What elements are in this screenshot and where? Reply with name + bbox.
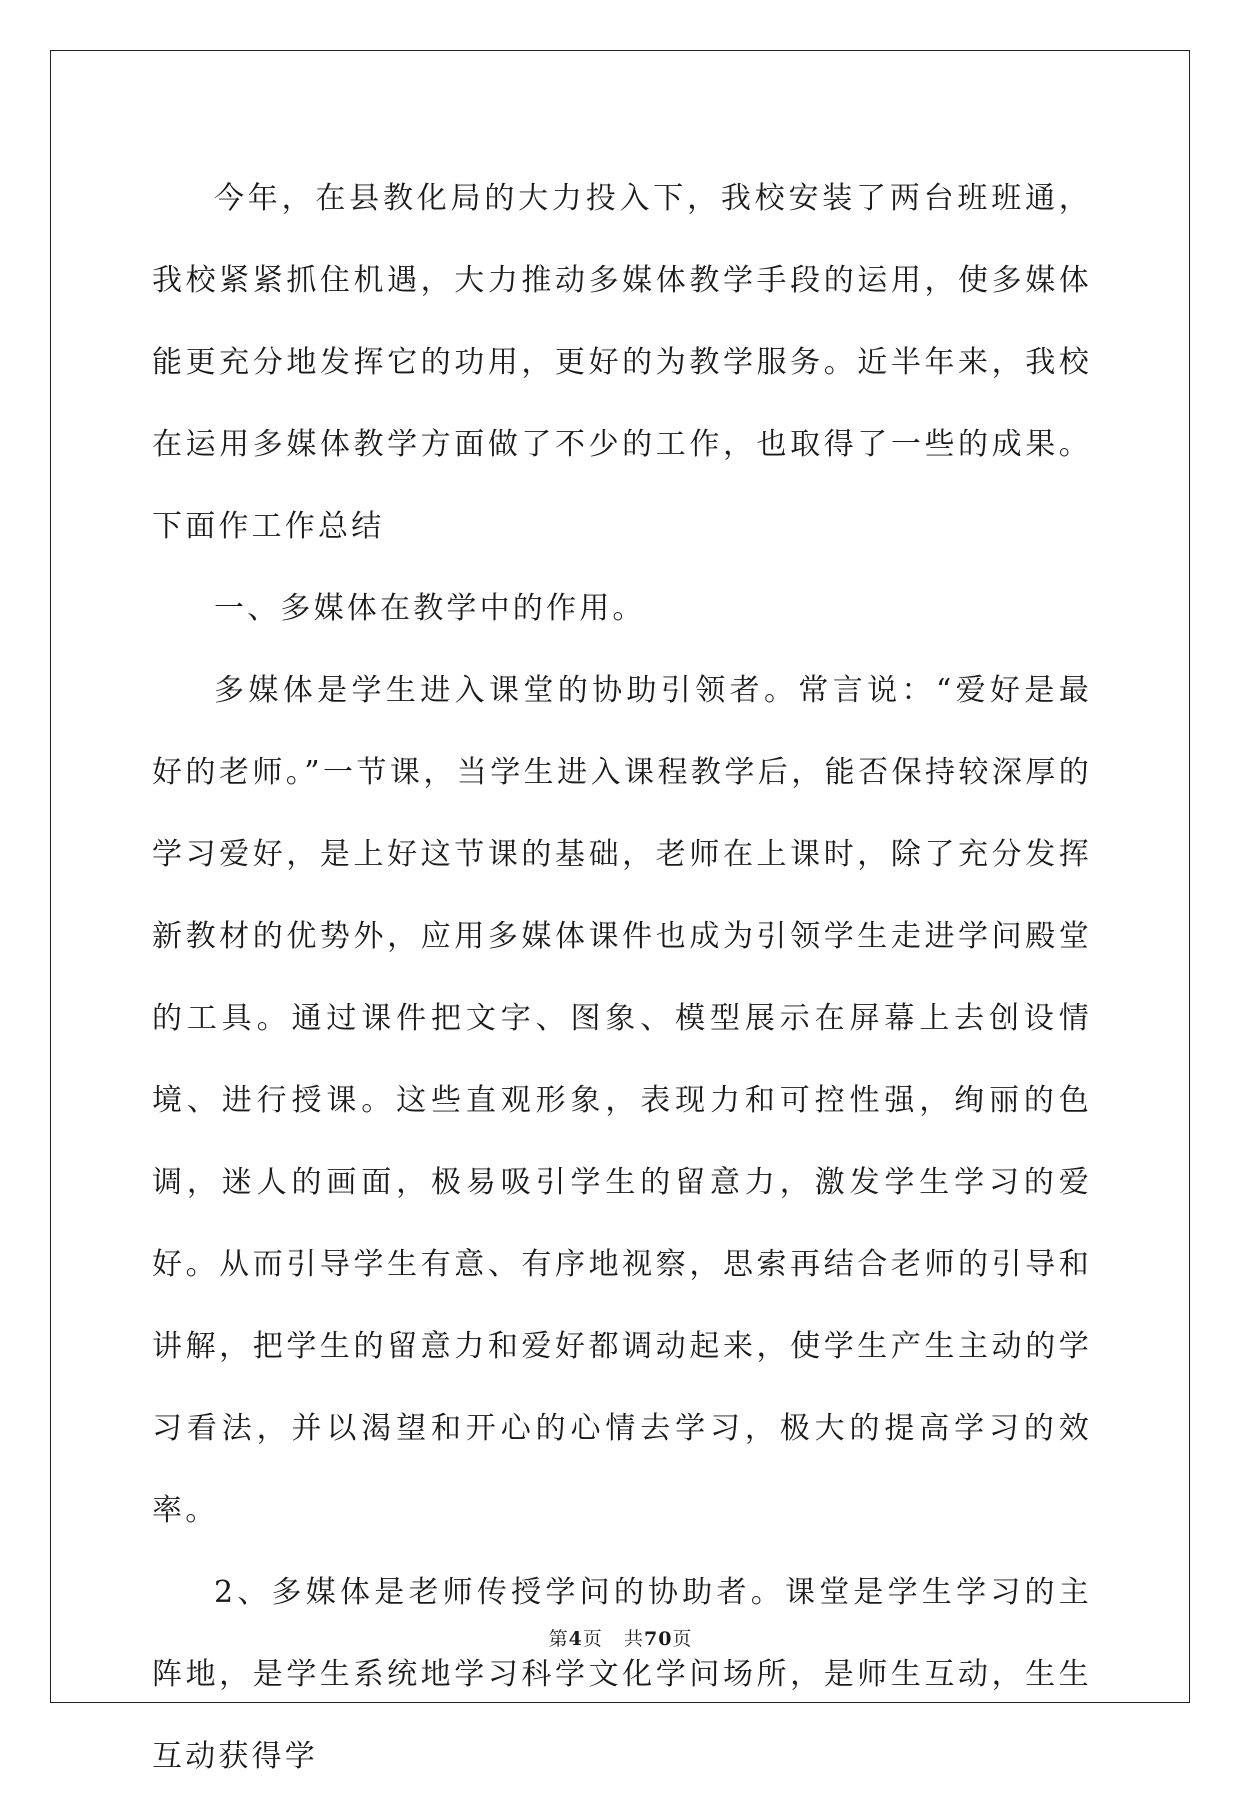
page-footer [0, 1624, 1241, 1651]
page-mid: 页 [582, 1628, 603, 1650]
document-body [152, 158, 1092, 1798]
page-prefix: 第 [548, 1628, 569, 1650]
section-heading: 一、多媒体在教学中的作用。 [214, 591, 646, 626]
page-current: 4 [568, 1628, 583, 1650]
total-suffix: 页 [672, 1628, 693, 1650]
paragraph-multimedia-assistant: 2、多媒体是老师传授学问的协助者。课堂是学生学习的主阵地，是学生系统地学习科学文化学问场所，是师生互动，生生互动获得学 [152, 1575, 1092, 1774]
total-prefix: 共 [623, 1628, 644, 1650]
page-total: 70 [643, 1628, 673, 1650]
paragraph-intro: 今年，在县教化局的大力投入下，我校安装了两台班班通，我校紧紧抓住机遇，大力推动多媒体教学手段的运用，使多媒体能更充分地发挥它的功用，更好的为教学服务。近半年来，我校在运用多媒体教学方面做了不少的工作，也取得了一些的成果。下面作工作总结 [152, 181, 1092, 544]
paragraph-multimedia-guide: 多媒体是学生进入课堂的协助引领者。常言说：“爱好是最好的老师。”一节课，当学生进入课程教学后，能否保持较深厚的学习爱好，是上好这节课的基础，老师在上课时，除了充分发挥新教材的优势外，应用多媒体课件也成为引领学生走进学问殿堂的工具。通过课件把文字、图象、模型展示在屏幕上去创设情境、进行授课。这些直观形象，表现力和可控性强，绚丽的色调，迷人的画面，极易吸引学生的留意力，激发学生学习的爱好。从而引导学生有意、有序地视察，思索再结合老师的引导和讲解，把学生的留意力和爱好都调动起来，使学生产生主动的学习看法，并以渴望和开心的心情去学习，极大的提高学习的效率。 [152, 673, 1092, 1528]
